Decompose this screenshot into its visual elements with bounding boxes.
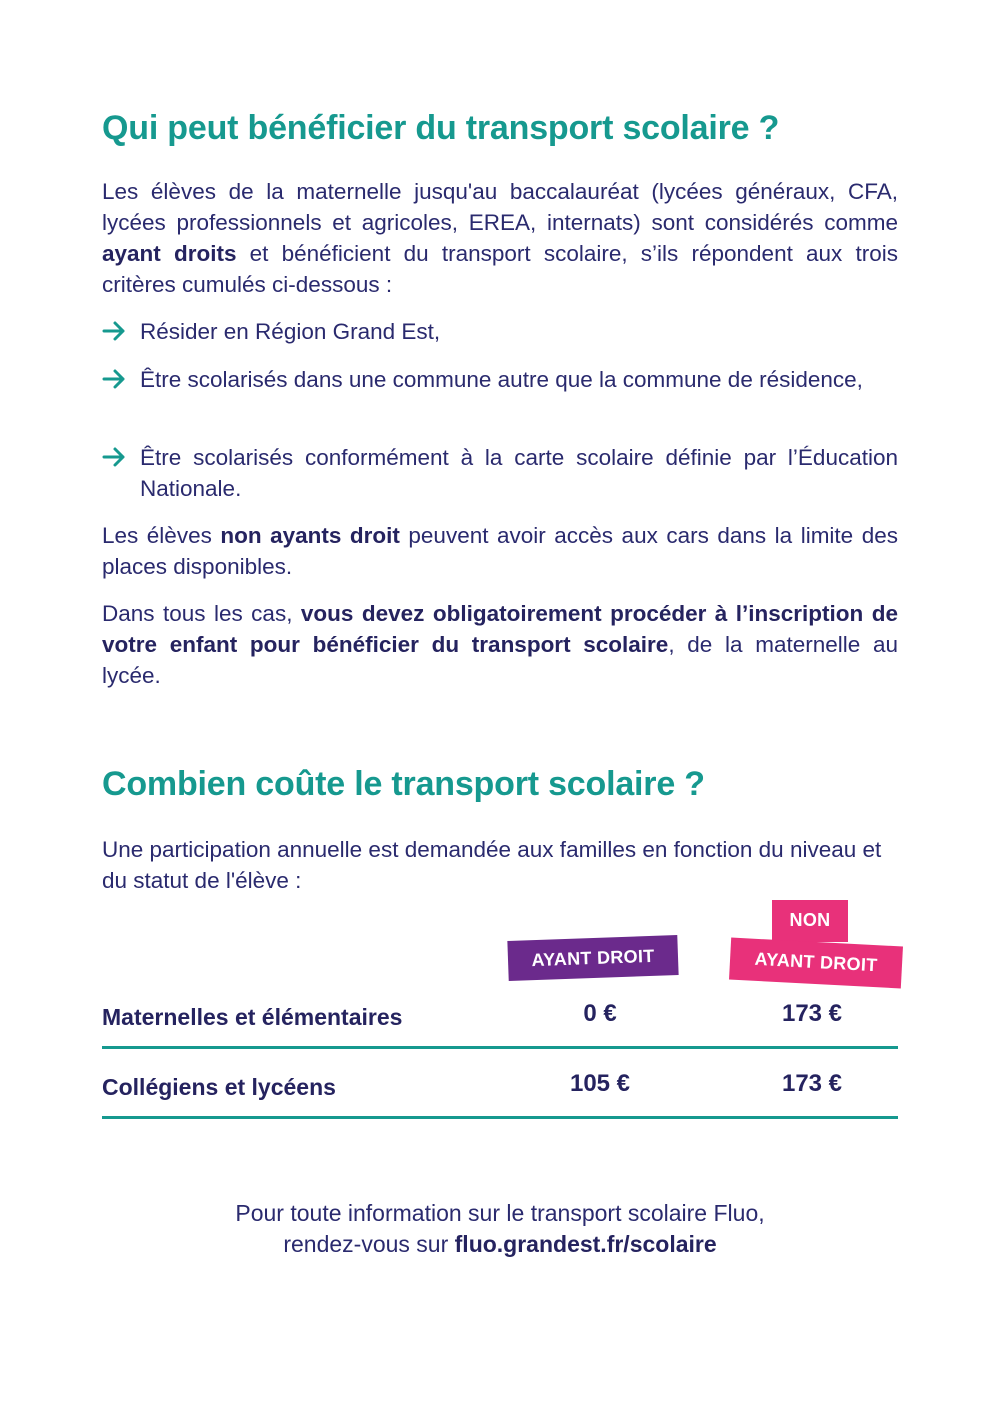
p2-bold: non ayants droit: [220, 523, 400, 548]
criteria-item: [102, 442, 898, 504]
badge-ayant-droit: [507, 935, 678, 981]
section-eligibility: [102, 108, 898, 148]
table-divider: [102, 1046, 898, 1049]
criteria-item: [102, 364, 898, 395]
p3-bold: vous devez obligatoirement procéder à l’inscription de votre enfant pour bénéficier du transport scolaire: [102, 601, 898, 657]
price-ayant-droit: 0 €: [583, 1000, 617, 1027]
arrow-right-icon: [102, 367, 128, 391]
table-row: [102, 1070, 898, 1132]
row-label: Maternelles et élémentaires: [102, 1004, 403, 1030]
p3-text-a: Dans tous les cas,: [102, 601, 301, 626]
paragraph-inscription: [102, 598, 898, 691]
p3-text-b: , de la maternelle au lycée.: [102, 632, 899, 688]
intro-text-a: Les élèves de la maternelle jusqu'au baccalauréat (lycées généraux, CFA, lycées professionnels et agricoles, EREA, internats) sont considérés comme: [102, 179, 898, 235]
badge-non-ayant-droit: [729, 938, 903, 989]
footer-link[interactable]: fluo.grandest.fr/scolaire: [454, 1231, 717, 1257]
table-row: [102, 1000, 898, 1062]
row-label: Collégiens et lycéens: [102, 1074, 336, 1100]
badge-non-top: [772, 900, 848, 942]
criteria-list-2: [102, 364, 898, 395]
cost-intro-paragraph: Une participation annuelle est demandée aux familles en fonction du niveau et du statut de l'élève :: [102, 837, 882, 893]
criteria-item: [102, 316, 898, 347]
footer-line2: [100, 1229, 900, 1260]
intro-paragraph: [102, 176, 898, 300]
p2-text-b: peuvent avoir accès aux cars dans la limite des places disponibles.: [102, 523, 898, 579]
criteria-text: Être scolarisés dans une commune autre que la commune de résidence,: [140, 367, 863, 392]
eligibility-intro: [102, 176, 898, 300]
eligibility-title: Qui peut bénéficier du transport scolaire ?: [102, 109, 780, 147]
section-cost: [102, 764, 898, 804]
arrow-right-icon: [102, 319, 128, 343]
price-ayant-droit: 105 €: [569, 1070, 631, 1097]
table-divider: [102, 1116, 898, 1119]
footer-line1: Pour toute information sur le transport scolaire Fluo,: [235, 1200, 765, 1226]
paragraph-non-ayants: [102, 520, 898, 582]
price-non-ayant-droit: 173 €: [781, 1000, 843, 1027]
cost-title: Combien coûte le transport scolaire ?: [102, 765, 705, 803]
cost-intro: [102, 834, 898, 896]
badge-non-ayant-droit-label: AYANT DROIT: [754, 948, 878, 976]
intro-text-b: et bénéficient du transport scolaire, s’ils répondent aux trois critères cumulés ci-dessous :: [102, 241, 898, 297]
footer-line2-text: rendez-vous sur: [283, 1231, 455, 1257]
badge-non-label: NON: [789, 910, 831, 930]
intro-bold: ayant droits: [102, 241, 237, 266]
p2-text-a: Les élèves: [102, 523, 221, 548]
inscription-paragraph: [102, 598, 898, 691]
non-ayants-paragraph: [102, 520, 898, 582]
footer-info: [100, 1198, 900, 1260]
criteria-list-3: [102, 442, 898, 504]
criteria-text: Résider en Région Grand Est,: [140, 319, 441, 344]
price-non-ayant-droit: 173 €: [781, 1070, 843, 1097]
arrow-right-icon: [102, 445, 128, 469]
criteria-text: Être scolarisés conformément à la carte scolaire définie par l’Éducation Nationale.: [140, 445, 898, 501]
badge-ayant-droit-label: AYANT DROIT: [531, 945, 655, 971]
criteria-list: [102, 316, 898, 347]
